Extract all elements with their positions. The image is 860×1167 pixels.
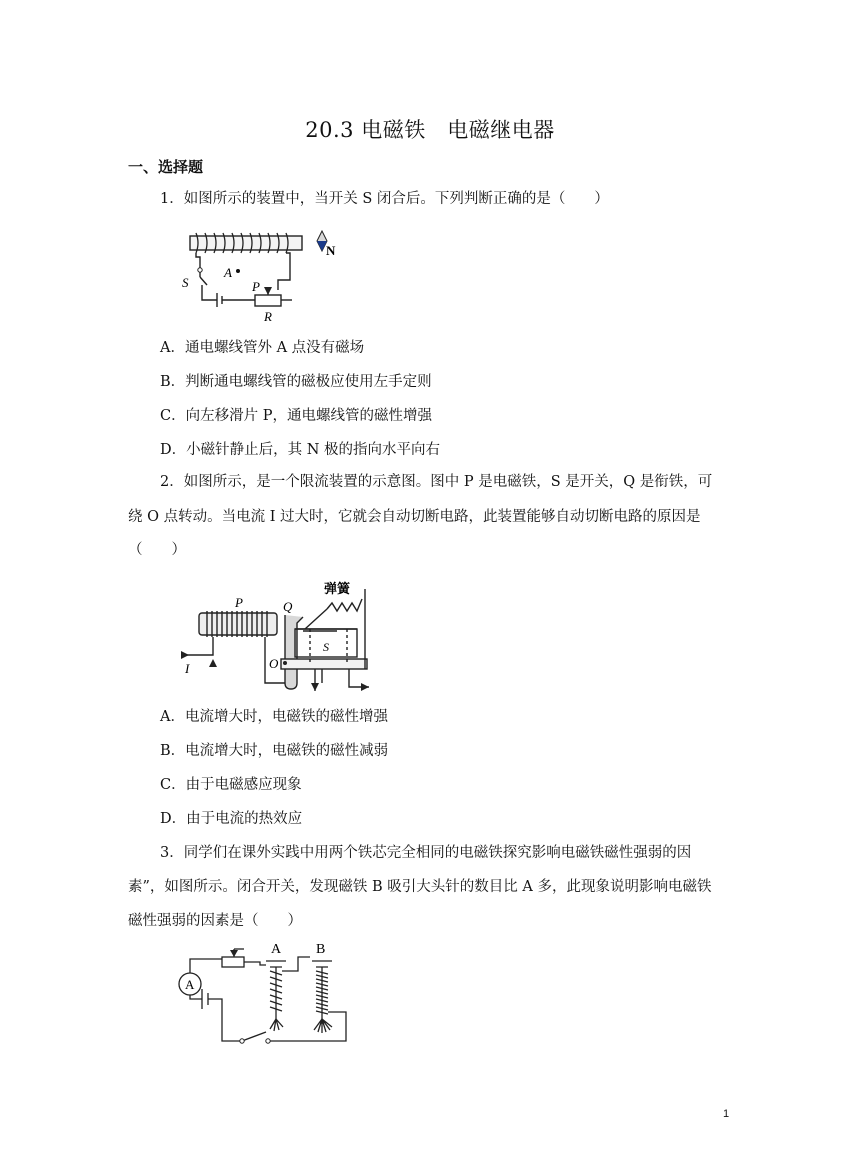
fig2-label-q: Q xyxy=(283,599,293,614)
fig2-label-s: S xyxy=(323,640,329,654)
q1-option-b: B．判断通电螺线管的磁极应使用左手定则 xyxy=(160,374,432,390)
fig2-label-p: P xyxy=(235,595,243,610)
fig2-label-i: I xyxy=(185,661,190,676)
q1-option-d: D．小磁针静止后，其 N 极的指向水平向右 xyxy=(160,442,441,458)
q2-option-d: D．由于电流的热效应 xyxy=(160,811,303,827)
q2-option-a: A．电流增大时，电磁铁的磁性增强 xyxy=(160,709,388,725)
fig3-label-a: A xyxy=(271,942,282,957)
section-heading: 一、选择题 xyxy=(128,158,204,176)
q1-option-a: A．通电螺线管外 A 点没有磁场 xyxy=(160,340,365,356)
q1-option-c: C．向左移滑片 P，通电螺线管的磁性增强 xyxy=(160,408,432,424)
fig1-label-r: R xyxy=(264,309,272,324)
fig2-label-spring: 弹簧 xyxy=(324,581,351,596)
question-2-stem-line-2: 绕 O 点转动。当电流 I 过大时，它就会自动切断电路，此装置能够自动切断电路的原因是 xyxy=(128,509,701,525)
fig1-label-s: S xyxy=(182,275,189,290)
fig1-label-a: A xyxy=(224,265,232,280)
page-number: 1 xyxy=(723,1108,730,1120)
question-2-stem-line-3: （ ） xyxy=(128,542,186,558)
question-3-stem-line-1: 3．同学们在课外实践中用两个铁芯完全相同的电磁铁探究影响电磁铁磁性强弱的因 xyxy=(160,845,692,861)
fig1-label-p: P xyxy=(252,279,260,294)
q2-option-b: B．电流增大时，电磁铁的磁性减弱 xyxy=(160,743,389,759)
fig3-label-ammeter: A xyxy=(185,977,195,992)
current-limiter-figure xyxy=(177,575,382,695)
fig3-label-b: B xyxy=(316,942,326,957)
q2-option-c: C．由于电磁感应现象 xyxy=(160,777,302,793)
page-title: 20.3 电磁铁 电磁继电器 xyxy=(305,118,555,142)
electromagnet-comparison-figure xyxy=(170,937,360,1049)
question-2-stem-line-1: 2．如图所示，是一个限流装置的示意图。图中 P 是电磁铁，S 是开关，Q 是衔铁，可 xyxy=(160,474,713,490)
question-1-stem: 1．如图所示的装置中，当开关 S 闭合后。下列判断正确的是（ ） xyxy=(160,191,609,207)
question-3-stem-line-3: 磁性强弱的因素是（ ） xyxy=(128,913,302,929)
fig2-label-o: O xyxy=(269,656,279,671)
solenoid-circuit-figure xyxy=(180,225,350,325)
question-3-stem-line-2: 素”，如图所示。闭合开关，发现磁铁 B 吸引大头针的数目比 A 多，此现象说明影响电磁铁 xyxy=(128,879,712,895)
point-a-dot xyxy=(236,269,240,273)
fig1-label-n: N xyxy=(326,243,336,258)
